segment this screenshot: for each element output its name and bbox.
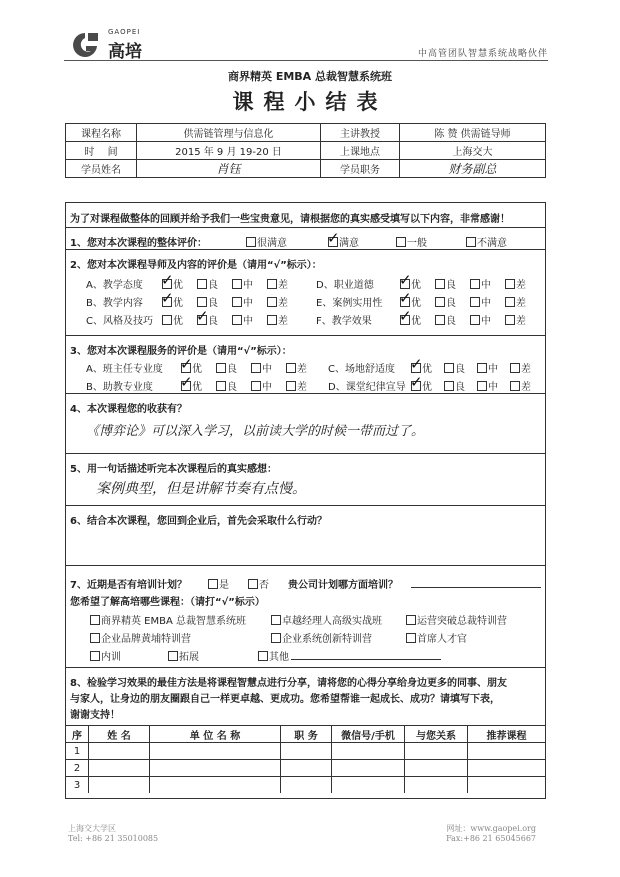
q5-label: 5、用一句话描述听完本次课程后的真实感想：: [70, 464, 277, 475]
course-option-cto[interactable]: 首席人才官: [406, 630, 467, 645]
question-8: [66, 667, 545, 800]
q7-label: 7、近期是否有培训计划？: [70, 580, 187, 591]
q2-item-e: E、案例实用性: [316, 298, 383, 309]
q2-b-grade-good[interactable]: 良: [197, 294, 218, 309]
q7-company-plan-label: 贵公司计划哪方面培训？: [288, 580, 398, 591]
col-index: 序: [66, 726, 89, 743]
header-tagline: 中高管团队智慧系统战略伙伴: [417, 49, 548, 59]
location-label: 上课地点: [321, 142, 400, 160]
q7-option-no[interactable]: 否: [248, 576, 269, 591]
q1-label: 1、您对本次课程的整体评价：: [70, 238, 207, 249]
q4-answer-handwritten[interactable]: 《博弈论》可以深入学习，以前读大学的时候一带而过了。: [86, 424, 425, 439]
q3-c-grade-fair[interactable]: 中: [477, 360, 498, 375]
table-row: [66, 777, 545, 794]
logo-chinese-text: 高培: [108, 42, 142, 62]
survey-intro: 为了对课程做整体的回顾并给予我们一些宝贵意见，请根据您的真实感受填写以下内容，非常感谢！: [70, 214, 510, 225]
footer-campus: 上海交大学区: [68, 824, 116, 833]
q2-item-d: D、职业道德: [316, 280, 374, 291]
q1-option-dissatisfied[interactable]: 不满意: [466, 234, 507, 249]
row-index: 1: [66, 743, 89, 760]
q2-f-grade-poor[interactable]: 差: [505, 312, 526, 327]
course-option-manager[interactable]: 卓越经理人高级实战班: [271, 612, 382, 627]
q3-a-grade-excellent[interactable]: ✓优: [181, 360, 202, 375]
q3-b-grade-poor[interactable]: 差: [286, 378, 307, 393]
program-title: 商界精英 EMBA 总裁智慧系统班: [227, 70, 393, 83]
q3-label: 3、您对本次课程服务的评价是（请用“√”标示）：: [70, 346, 292, 357]
q2-b-grade-poor[interactable]: 差: [267, 294, 288, 309]
gaopei-logo-icon: [68, 30, 102, 60]
q2-a-grade-excellent[interactable]: ✓优: [162, 276, 183, 291]
position-label: 学员职务: [321, 160, 400, 178]
course-option-operations[interactable]: 运营突破总裁特训营: [406, 612, 507, 627]
q2-d-grade-good[interactable]: 良: [435, 276, 456, 291]
q3-c-grade-poor[interactable]: 差: [510, 360, 531, 375]
q2-b-grade-fair[interactable]: 中: [232, 294, 253, 309]
course-value[interactable]: 供需链管理与信息化: [137, 124, 321, 142]
form-title: 课程小结表: [232, 90, 388, 114]
question-2: [66, 249, 545, 335]
course-option-inhouse[interactable]: 内训: [90, 648, 121, 663]
q2-f-grade-fair[interactable]: 中: [470, 312, 491, 327]
referral-header-row: [66, 726, 545, 743]
time-value[interactable]: 2015 年 9 月 19-20 日: [137, 142, 321, 160]
footer-website[interactable]: 网址：www.gaopei.org: [446, 824, 536, 833]
q2-d-grade-fair[interactable]: 中: [470, 276, 491, 291]
location-value[interactable]: 上海交大: [400, 142, 546, 160]
q4-label: 4、本次课程您的收获有？: [70, 404, 187, 415]
q2-a-grade-good[interactable]: 良: [197, 276, 218, 291]
q3-d-grade-poor[interactable]: 差: [510, 378, 531, 393]
q2-a-grade-fair[interactable]: 中: [232, 276, 253, 291]
course-label: 课程名称: [66, 124, 137, 142]
q3-item-c: C、场地舒适度: [328, 364, 395, 375]
col-name: 姓 名: [89, 726, 150, 743]
q2-b-grade-excellent[interactable]: ✓优: [162, 294, 183, 309]
course-info-table: [65, 123, 546, 178]
course-option-outward[interactable]: 拓展: [168, 648, 199, 663]
q3-a-grade-poor[interactable]: 差: [286, 360, 307, 375]
q3-d-grade-good[interactable]: 良: [444, 378, 465, 393]
gaopei-logo: [68, 24, 178, 64]
q3-b-grade-good[interactable]: 良: [216, 378, 237, 393]
q3-b-grade-excellent[interactable]: ✓优: [181, 378, 202, 393]
col-company: 单 位 名 称: [150, 726, 281, 743]
footer-tel: Tel: +86 21 35010085: [68, 834, 159, 843]
row-index: 2: [66, 760, 89, 777]
referral-table: [66, 725, 545, 793]
q8-text-line2: 与家人，让身边的朋友圈跟自己一样更卓越、更成功。您希望帮谁一起成长、成功？请填写下表，: [70, 694, 500, 705]
question-3: [66, 335, 545, 393]
col-course: 推荐课程: [468, 726, 546, 743]
q3-item-d: D、课堂纪律宣导: [328, 382, 406, 393]
q6-label: 6、结合本次课程，您回到企业后，首先会采取什么行动？: [70, 516, 327, 527]
table-row: [66, 743, 545, 760]
q3-item-b: B、助教专业度: [86, 382, 153, 393]
survey-form: [65, 202, 546, 799]
q2-item-f: F、教学效果: [316, 316, 372, 327]
course-option-innovation[interactable]: 企业系统创新特训营: [271, 630, 372, 645]
table-row: [66, 760, 545, 777]
q3-item-a: A、班主任专业度: [86, 364, 163, 375]
question-7: [66, 565, 545, 667]
course-other-line[interactable]: [291, 659, 441, 660]
col-position: 职 务: [281, 726, 332, 743]
q2-c-grade-excellent[interactable]: 优: [162, 312, 183, 327]
instructor-value[interactable]: 陈 赞 供需链导师: [400, 124, 546, 142]
q3-c-grade-good[interactable]: 良: [444, 360, 465, 375]
q2-e-grade-good[interactable]: 良: [435, 294, 456, 309]
q1-option-average[interactable]: 一般: [396, 234, 427, 249]
q2-d-grade-excellent[interactable]: ✓优: [400, 276, 421, 291]
q3-d-grade-fair[interactable]: 中: [477, 378, 498, 393]
q2-c-grade-good[interactable]: ✓ 良: [197, 312, 218, 327]
q2-f-grade-excellent[interactable]: ✓优: [400, 312, 421, 327]
q7-company-plan-line[interactable]: [411, 587, 541, 588]
student-position-handwritten[interactable]: 财务副总: [400, 160, 546, 178]
q8-text-line1: 8、检验学习效果的最佳方法是将课程智慧点进行分享，请将您的心得分享给身边更多的同事、朋友: [70, 678, 507, 689]
question-5: [66, 453, 545, 505]
course-option-other[interactable]: 其他: [258, 648, 289, 663]
col-relation: 与您关系: [405, 726, 468, 743]
q2-e-grade-excellent[interactable]: ✓优: [400, 294, 421, 309]
q1-option-satisfied[interactable]: ✓ 满意: [328, 234, 359, 249]
q2-item-b: B、教学内容: [86, 298, 143, 309]
question-6: [66, 505, 545, 565]
course-option-emba[interactable]: 商界精英 EMBA 总裁智慧系统班: [90, 612, 246, 627]
q8-text-line3: 谢谢支持！: [70, 710, 120, 721]
instructor-label: 主讲教授: [321, 124, 400, 142]
q2-d-grade-poor[interactable]: 差: [505, 276, 526, 291]
row-index: 3: [66, 777, 89, 794]
q5-answer-handwritten[interactable]: 案例典型，但是讲解节奏有点慢。: [96, 481, 306, 497]
course-option-brand[interactable]: 企业品牌黄埔特训营: [90, 630, 191, 645]
q2-item-c: C、风格及技巧: [86, 316, 153, 327]
student-name-handwritten[interactable]: 肖钰: [137, 160, 321, 178]
q3-c-grade-excellent[interactable]: ✓优: [411, 360, 432, 375]
header-divider: [64, 60, 548, 61]
footer-fax: Fax:+86 21 65045667: [446, 834, 536, 843]
q2-f-grade-good[interactable]: 良: [435, 312, 456, 327]
q3-d-grade-excellent[interactable]: ✓优: [411, 378, 432, 393]
q2-c-grade-fair[interactable]: 中: [232, 312, 253, 327]
q2-e-grade-fair[interactable]: 中: [470, 294, 491, 309]
q3-b-grade-fair[interactable]: 中: [251, 378, 272, 393]
q2-a-grade-poor[interactable]: 差: [267, 276, 288, 291]
logo-latin-text: GAOPEI: [108, 28, 141, 36]
q2-c-grade-poor[interactable]: 差: [267, 312, 288, 327]
q3-a-grade-good[interactable]: 良: [216, 360, 237, 375]
q7-courses-label: 您希望了解高培哪些课程：（请打“√”标示）: [70, 597, 265, 608]
question-4: [66, 393, 545, 453]
q2-e-grade-poor[interactable]: 差: [505, 294, 526, 309]
q7-option-yes[interactable]: 是: [208, 576, 229, 591]
question-1: [66, 227, 545, 249]
student-label: 学员姓名: [66, 160, 137, 178]
q1-check-mark: [328, 237, 338, 247]
q2-label: 2、您对本次课程导师及内容的评价是（请用“√”标示）：: [70, 260, 322, 271]
q2-item-a: A、教学态度: [86, 280, 143, 291]
q3-a-grade-fair[interactable]: 中: [251, 360, 272, 375]
q1-option-very-satisfied[interactable]: 很满意: [246, 234, 287, 249]
time-label: 时 间: [66, 142, 137, 160]
col-wechat: 微信号/手机: [332, 726, 405, 743]
